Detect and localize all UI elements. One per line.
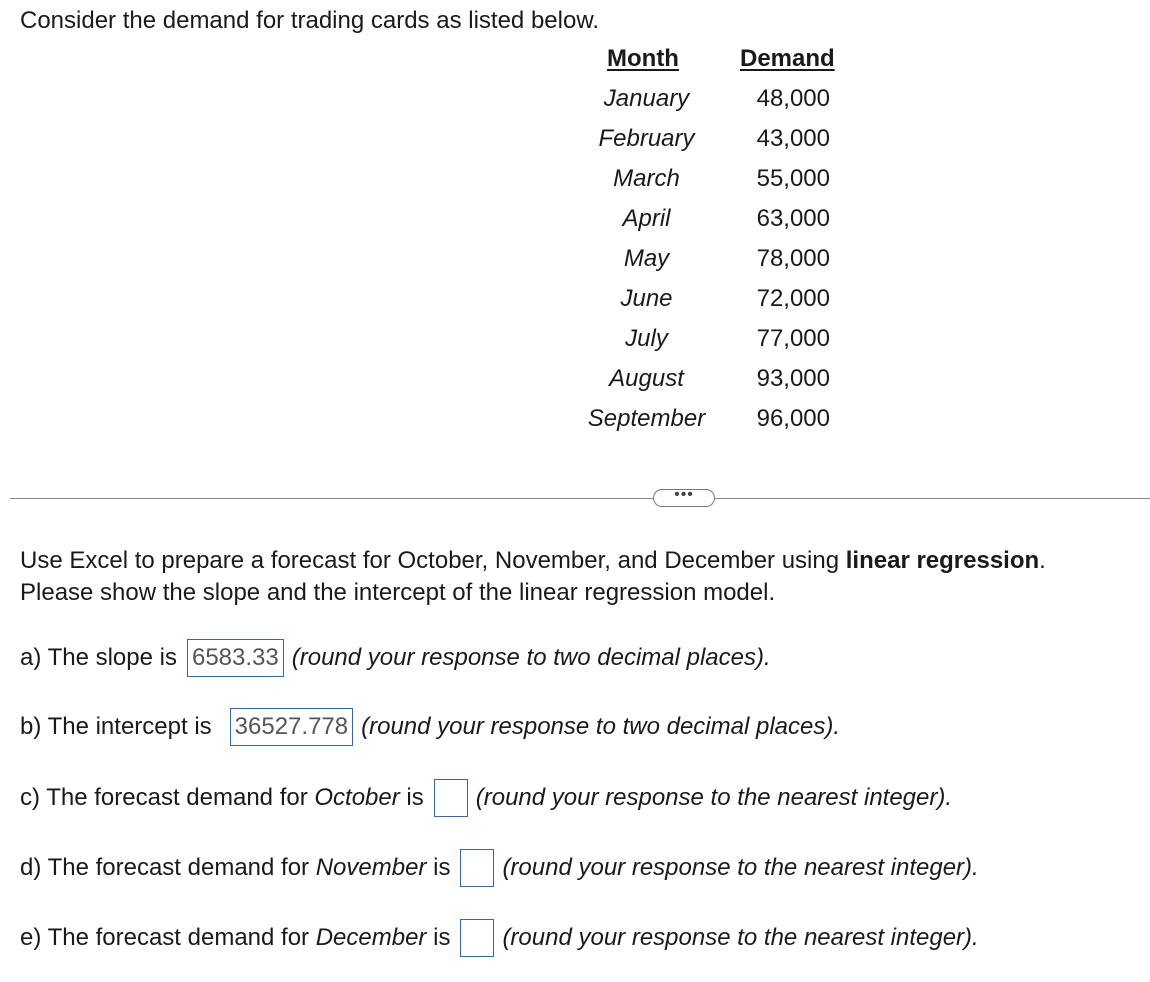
question-c-hint: (round your response to the nearest integer). — [475, 784, 953, 811]
question-a-hint: (round your response to two decimal places). — [291, 644, 771, 671]
problem-intro: Consider the demand for trading cards as listed below. — [20, 7, 599, 34]
table-cell-demand: 77,000 — [756, 325, 830, 352]
november-forecast-field[interactable] — [460, 849, 494, 887]
table-cell-month: September — [587, 405, 706, 432]
table-cell-demand: 96,000 — [756, 405, 830, 432]
question-c-label: c) The forecast demand for October is — [20, 784, 424, 811]
instructions-line-1: Use Excel to prepare a forecast for October, November, and December using linear regression. — [20, 547, 1046, 574]
slope-answer-field[interactable]: 6583.33 — [187, 639, 284, 677]
table-cell-demand: 55,000 — [756, 165, 830, 192]
table-header-month: Month — [607, 45, 679, 72]
question-d-label: d) The forecast demand for November is — [20, 854, 451, 881]
table-cell-month: January — [603, 85, 690, 112]
expand-more-button[interactable]: ••• — [653, 489, 715, 507]
question-c — [20, 779, 952, 817]
table-cell-month: March — [613, 165, 680, 192]
question-a — [20, 639, 771, 677]
table-cell-demand: 48,000 — [756, 85, 830, 112]
intercept-answer-field[interactable]: 36527.778 — [230, 708, 353, 746]
instructions-line-2: Please show the slope and the intercept of the linear regression model. — [20, 579, 776, 606]
table-cell-month: July — [625, 325, 668, 352]
table-cell-demand: 78,000 — [756, 245, 830, 272]
table-cell-month: May — [623, 245, 670, 272]
table-cell-month: April — [622, 205, 671, 232]
section-divider — [10, 498, 1150, 499]
october-forecast-field[interactable] — [434, 779, 468, 817]
question-b-hint: (round your response to two decimal places). — [361, 713, 841, 740]
question-e-hint: (round your response to the nearest integer). — [502, 924, 979, 951]
question-d-hint: (round your response to the nearest integer). — [502, 854, 979, 881]
table-header-demand: Demand — [740, 45, 835, 72]
table-cell-demand: 43,000 — [756, 125, 830, 152]
table-cell-demand: 72,000 — [756, 285, 830, 312]
question-b-label: b) The intercept is — [20, 713, 212, 740]
december-forecast-field[interactable] — [460, 919, 494, 957]
emphasis-linear-regression: linear regression — [845, 547, 1040, 574]
question-e — [20, 919, 979, 957]
question-a-label: a) The slope is — [20, 644, 177, 671]
question-b — [20, 708, 840, 746]
question-d — [20, 849, 979, 887]
table-cell-month: August — [609, 365, 684, 392]
table-cell-demand: 93,000 — [756, 365, 830, 392]
table-cell-month: June — [620, 285, 673, 312]
table-cell-month: February — [598, 125, 695, 152]
question-e-label: e) The forecast demand for December is — [20, 924, 451, 951]
table-cell-demand: 63,000 — [756, 205, 830, 232]
